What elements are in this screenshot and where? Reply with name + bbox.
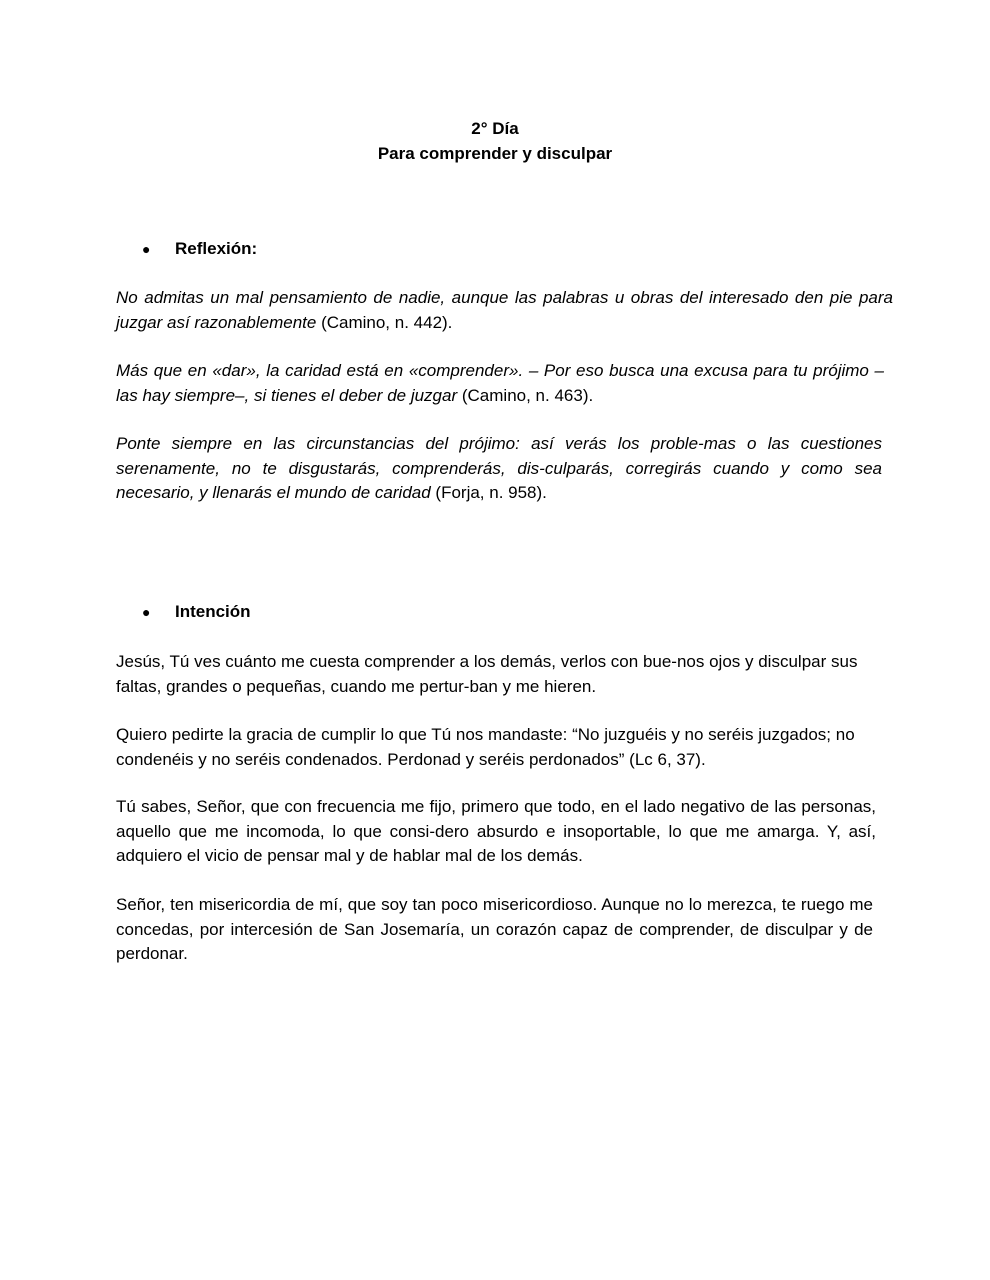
intencion-paragraph-1 [116, 650, 876, 699]
reflexion-quote-1 [116, 286, 893, 335]
paragraph-text: Tú sabes, Señor, que con frecuencia me fijo, primero que todo, en el lado negativo de las personas, aquello que me incomoda, lo que consi-dero absurdo e insoportable, lo que me amarga. Y, así, adquiero el vicio de pensar mal y de hablar mal de los demás. [116, 797, 876, 865]
reflexion-quote-2 [116, 359, 884, 408]
quote-text: Ponte siempre en las circunstancias del prójimo: así verás los proble-mas o las cuestiones serenamente, no te disgustarás, comprenderás, dis-culparás, corregirás cuando y como sea necesario, y llenarás el mundo de caridad [116, 434, 882, 502]
quote-text: Más que en «dar», la caridad está en «comprender». – Por eso busca una excusa para tu prójimo –las hay siempre–, si tienes el deber de juzgar [116, 361, 884, 405]
quote-text: No admitas un mal pensamiento de nadie, aunque las palabras u obras del interesado den pie para juzgar así razonablemente [116, 288, 893, 332]
title-block [0, 117, 990, 166]
bullet-icon: ● [142, 241, 151, 257]
page-title: Para comprender y disculpar [377, 143, 613, 163]
quote-reference: (Forja, n. 958). [430, 483, 547, 502]
reflexion-quote-3 [116, 432, 882, 506]
reflexion-heading [142, 237, 257, 262]
day-label: 2° Día [471, 119, 519, 138]
paragraph-text: Jesús, Tú ves cuánto me cuesta comprender a los demás, verlos con bue-nos ojos y disculpar sus faltas, grandes o pequeñas, cuando me pertur-ban y me hieren. [116, 652, 858, 696]
quote-reference: (Camino, n. 463). [457, 385, 594, 405]
bullet-icon: ● [142, 604, 151, 620]
intencion-heading-label: Intención [175, 602, 251, 621]
intencion-paragraph-4 [116, 893, 873, 967]
intencion-paragraph-3 [116, 795, 876, 869]
intencion-paragraph-2 [116, 723, 880, 772]
paragraph-text: Quiero pedirte la gracia de cumplir lo que Tú nos mandaste: “No juzguéis y no seréis juzgados; no condenéis y no seréis condenados. Perdonad y seréis perdonados” (Lc 6, 37). [116, 725, 855, 769]
intencion-heading [142, 600, 251, 625]
paragraph-text: Señor, ten misericordia de mí, que soy tan poco misericordioso. Aunque no lo merezca, te ruego me concedas, por intercesión de San Josemaría, un corazón capaz de comprender, de disculpar y de perdonar. [116, 895, 873, 963]
quote-reference: (Camino, n. 442). [316, 312, 453, 332]
reflexion-heading-label: Reflexión: [175, 239, 258, 258]
